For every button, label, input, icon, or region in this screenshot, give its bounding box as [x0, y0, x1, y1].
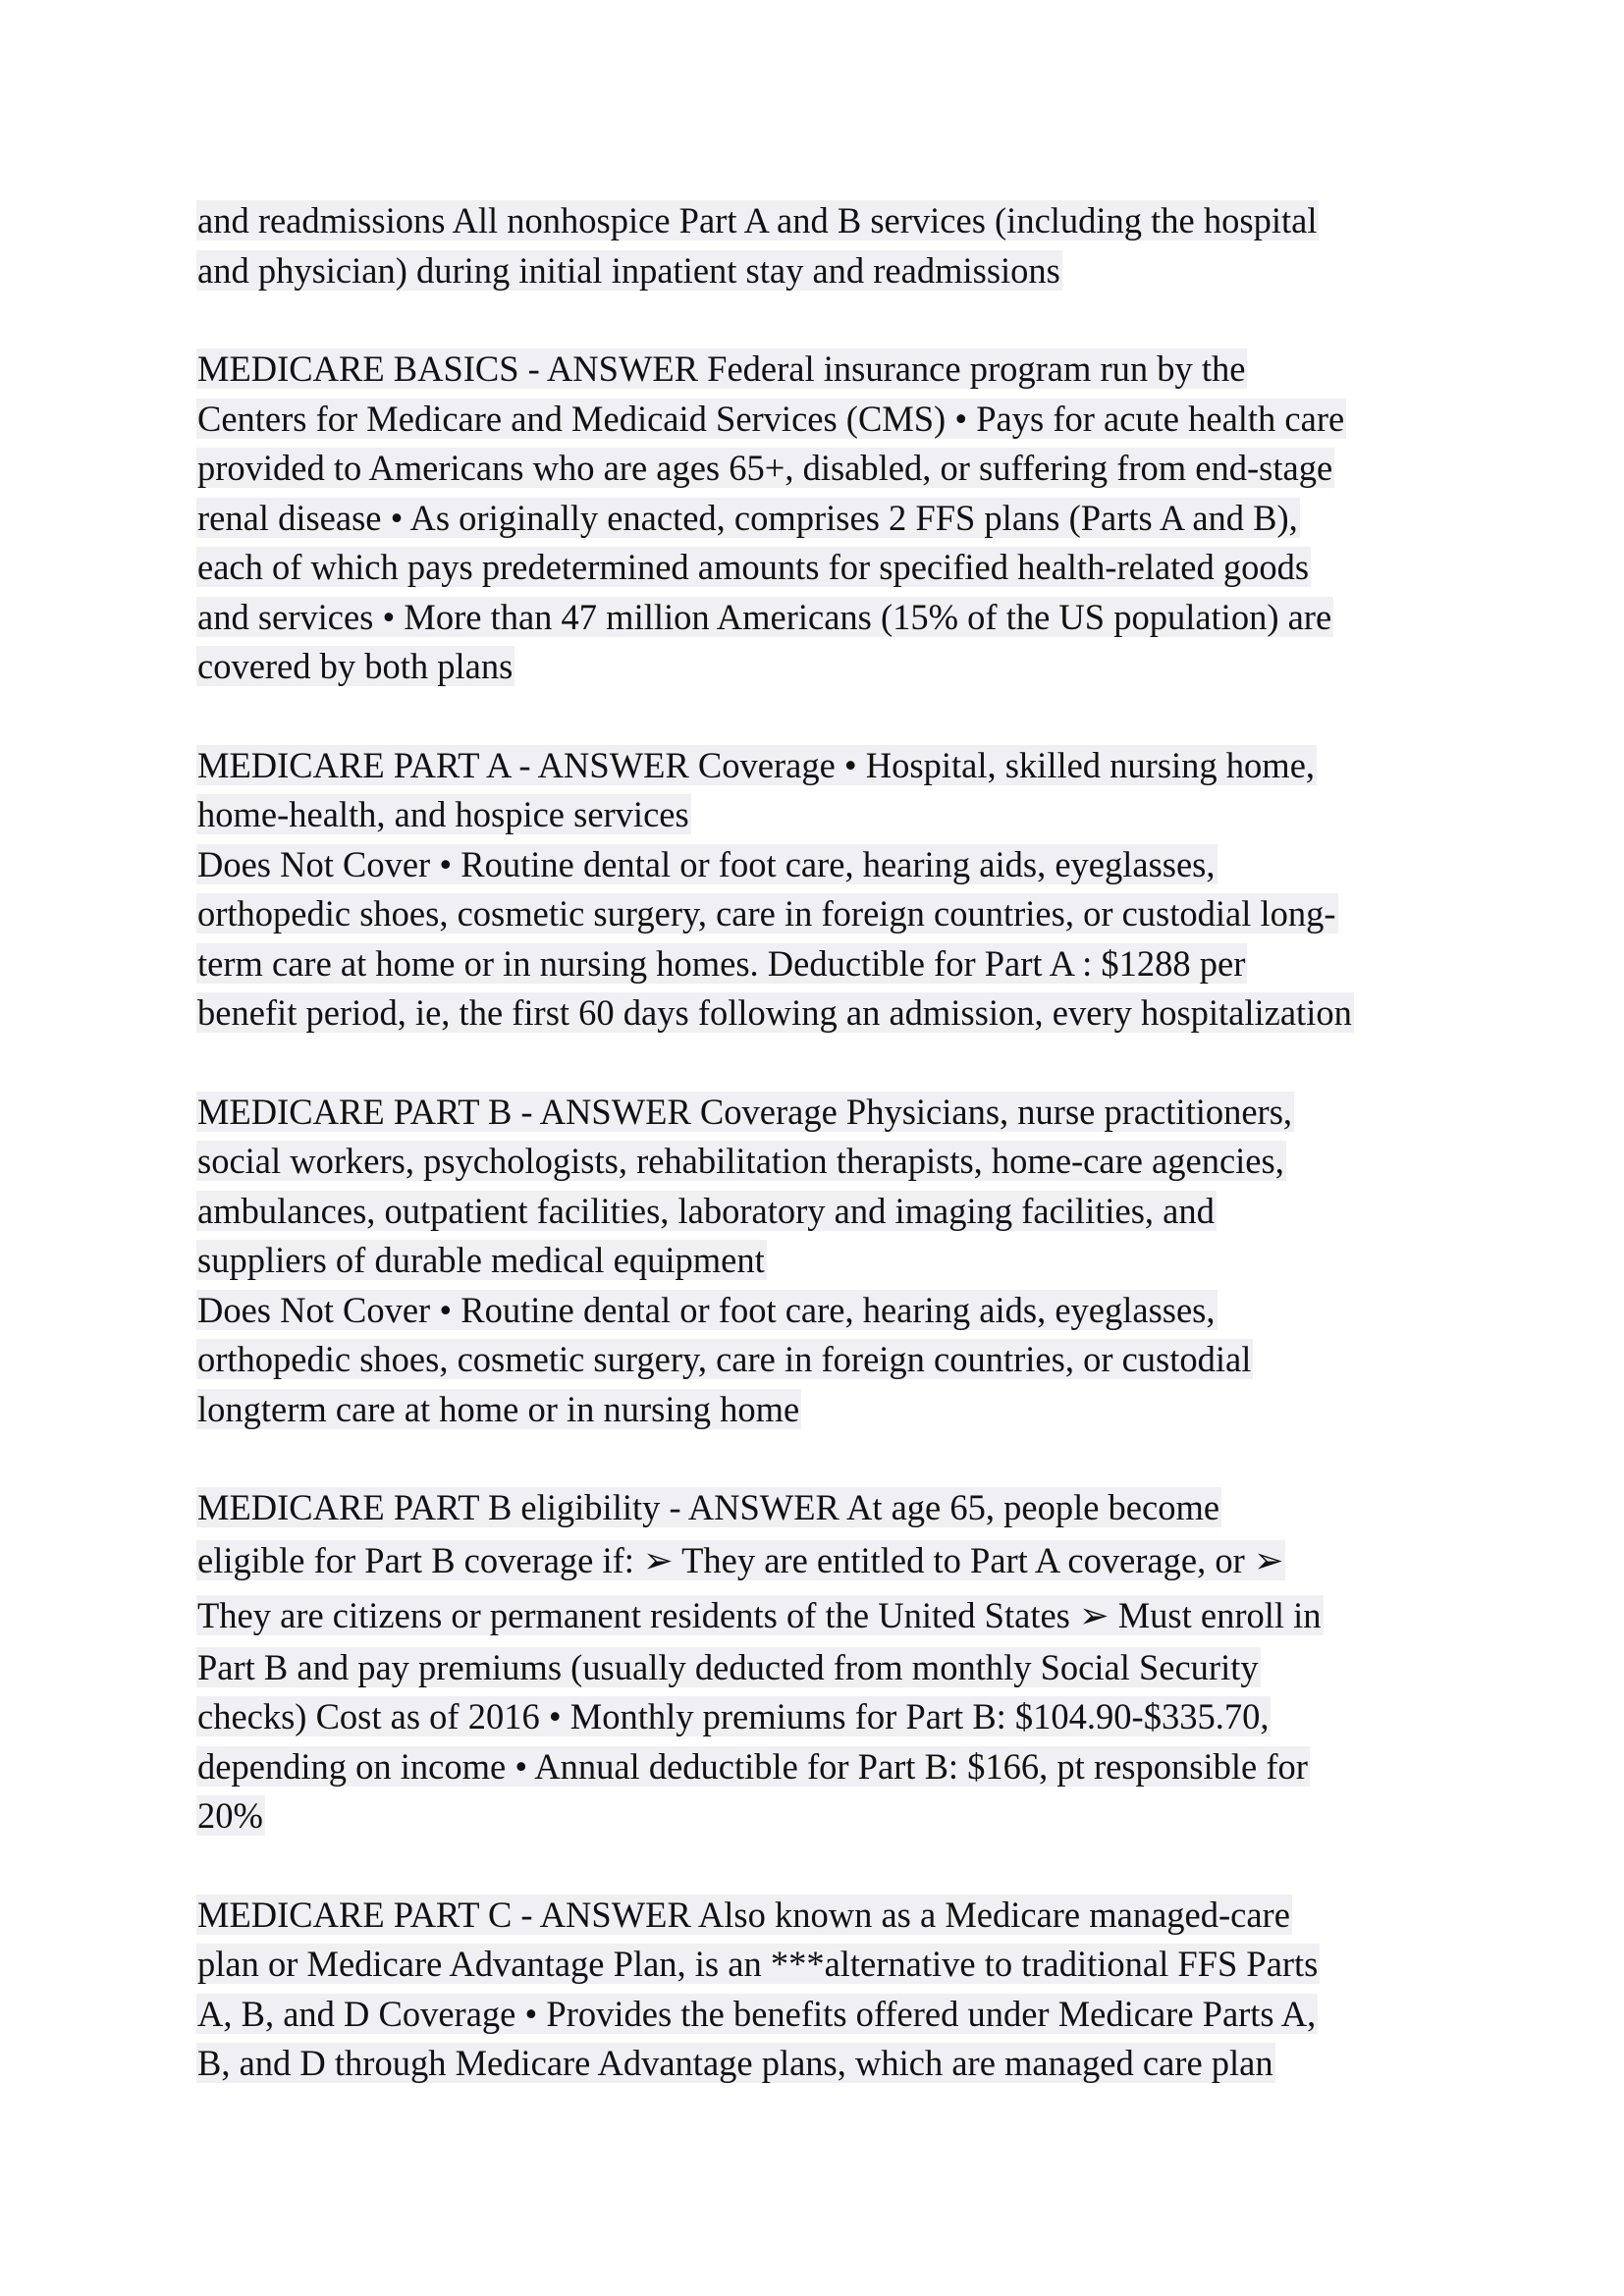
text-line: renal disease • As originally enacted, comprises 2 FFS plans (Parts A and B), [197, 497, 1298, 538]
text-line: provided to Americans who are ages 65+, disabled, or suffering from end-stage [197, 448, 1333, 488]
text-line: Does Not Cover • Routine dental or foot care, hearing aids, eyeglasses, [197, 1289, 1216, 1330]
text-line: depending on income • Annual deductible for Part B: $166, pt responsible for [197, 1745, 1308, 1787]
text-line: A, B, and D Coverage • Provides the benefits offered under Medicare Parts A, [197, 1993, 1317, 2034]
text-line: 20% [197, 1795, 263, 1836]
text-line: MEDICARE PART B - ANSWER Coverage Physicians, nurse practitioners, [197, 1091, 1293, 1132]
text-line: eligible for Part B coverage if: ➢ They are entitled to Part A coverage, or ➢ [197, 1539, 1284, 1580]
text-line: each of which pays predetermined amounts for specified health-related goods [197, 547, 1310, 587]
text-line: social workers, psychologists, rehabilitation therapists, home-care agencies, [197, 1141, 1284, 1181]
paragraph-readmissions [196, 196, 1448, 295]
paragraph-medicare-part-a [196, 741, 1448, 1039]
document-body [196, 196, 1448, 2138]
text-line: MEDICARE PART C - ANSWER Also known as a Medicare managed-care [197, 1894, 1290, 1935]
text-line: suppliers of durable medical equipment [197, 1240, 765, 1280]
text-line: Does Not Cover • Routine dental or foot care, hearing aids, eyeglasses, [197, 843, 1216, 884]
text-line: plan or Medicare Advantage Plan, is an ***alternative to traditional FFS Parts [197, 1944, 1319, 1984]
text-line: longterm care at home or in nursing home [197, 1388, 800, 1429]
text-line: MEDICARE PART B eligibility - ANSWER At age 65, people become [197, 1487, 1220, 1527]
text-line: orthopedic shoes, cosmetic surgery, care in foreign countries, or custodial long- [197, 893, 1336, 934]
text-line: home-health, and hospice services [197, 794, 689, 834]
text-line: and readmissions All nonhospice Part A and B services (including the hospital [197, 200, 1318, 240]
text-line: They are citizens or permanent residents of the United States ➢ Must enroll in [197, 1594, 1322, 1635]
text-line: Centers for Medicare and Medicaid Services (CMS) • Pays for acute health care [197, 398, 1345, 439]
text-line: benefit period, ie, the first 60 days following an admission, every hospitalization [197, 992, 1352, 1033]
text-line: term care at home or in nursing homes. Deductible for Part A : $1288 per [197, 942, 1246, 984]
text-line: and physician) during initial inpatient stay and readmissions [197, 249, 1060, 291]
text-line: B, and D through Medicare Advantage plans, which are managed care plan [197, 2043, 1273, 2083]
text-line: MEDICARE PART A - ANSWER Coverage • Hospital, skilled nursing home, [197, 744, 1316, 785]
paragraph-medicare-basics [196, 345, 1448, 692]
paragraph-medicare-part-b-eligibility [196, 1483, 1448, 1842]
text-line: checks) Cost as of 2016 • Monthly premiums for Part B: $104.90-$335.70, [197, 1696, 1270, 1736]
text-line: and services • More than 47 million Americans (15% of the US population) are [197, 596, 1332, 637]
paragraph-medicare-part-c [196, 1891, 1448, 2089]
text-line: MEDICARE BASICS - ANSWER Federal insurance program run by the [197, 348, 1246, 389]
text-line: orthopedic shoes, cosmetic surgery, care in foreign countries, or custodial [197, 1339, 1252, 1379]
text-line: Part B and pay premiums (usually deducted from monthly Social Security [197, 1646, 1259, 1687]
text-line: covered by both plans [197, 646, 514, 686]
paragraph-medicare-part-b [196, 1088, 1448, 1435]
text-line: ambulances, outpatient facilities, laboratory and imaging facilities, and [197, 1190, 1215, 1231]
